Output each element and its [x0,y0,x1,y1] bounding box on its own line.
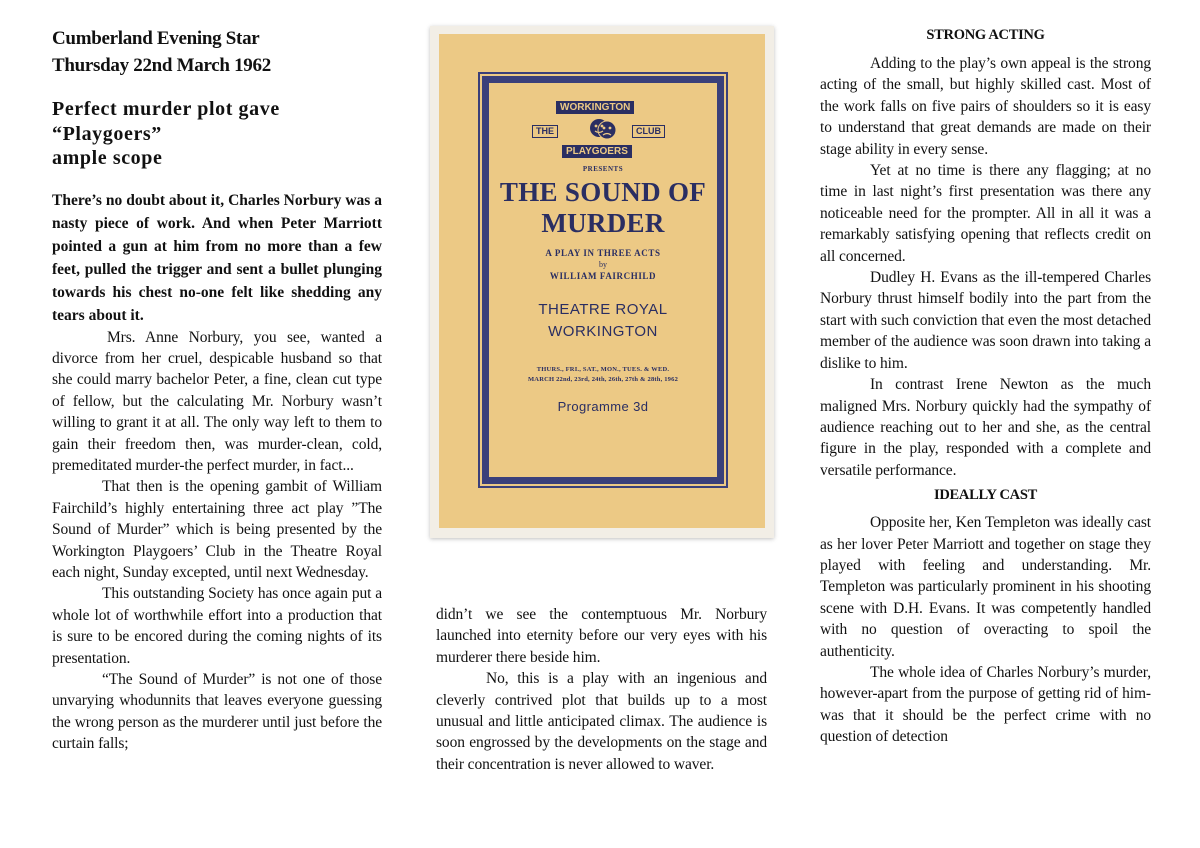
masthead [52,25,382,79]
venue-line-2: WORKINGTON [548,323,658,340]
headline-line-2: “Playgoers” [52,122,162,145]
section-strong-acting-body [820,53,1151,481]
left-column [52,0,382,755]
headline [52,97,382,171]
middle-column [436,604,767,775]
standfirst: There’s no doubt about it, Charles Norbury was a nasty piece of work. And when Peter Marriott pointed a gun at him from no more than a few feet, pulled the trigger and sent a bullet plunging towards his chest no-one felt like shedding any tears about it. [52,191,382,324]
paragraph: Yet at no time is there any flagging; at no time in last night’s first presentation was there any noticeable need for the prompter. All in all it was a remarkably satisfying opening that reflects credit on all concerned. [820,162,1151,265]
programme-content [489,83,717,414]
right-column [820,0,1151,748]
presents-label: PRESENTS [582,165,624,173]
programme-title-line-2: MURDER [541,208,665,238]
club-name-bottom: PLAYGOERS [562,145,632,158]
programme-venue [489,299,717,343]
programme-price: Programme 3d [557,399,649,414]
club-name-left: THE [532,125,558,138]
paragraph: That then is the opening gambit of William Fairchild’s highly entertaining three act play ”The Sound of Murder” which is being presented by the Workington Playgoers’ Club in the Theatre Royal each night, Sunday excepted, until next Wednesday. [52,478,382,581]
paragraph: No, this is a play with an ingenious and cleverly contrived plot that builds up to a most unusual and little anticipated climax. The audience is soon engrossed by the developments on the stage and their concentration is never allowed to waver. [436,670,767,773]
newspaper-name: Cumberland Evening Star [52,28,260,49]
venue-line-1: THEATRE ROYAL [538,301,668,318]
programme-title-line-1: THE SOUND OF [499,177,707,207]
paragraph: didn’t we see the contemptuous Mr. Norbury launched into eternity before our very eyes with his murderer there beside him. [436,606,767,666]
club-logo [528,101,678,161]
paragraph: In contrast Irene Newton as the much maligned Mrs. Norbury quickly had the sympathy of audience reaching out to her and she, as the central figure in the play, responded with a complete and versatile performance. [820,376,1151,479]
paragraph: The whole idea of Charles Norbury’s murder, however-apart from the purpose of getting rid of him-was that it should be the perfect crime with no question of detection [820,663,1151,746]
headline-line-3: ample scope [52,147,163,169]
programme-cover [439,34,765,528]
paragraph: Adding to the play’s own appeal is the strong acting of the small, but highly skilled cast. Most of the work falls on five pairs of shoulders so it is easy to understand that great demands are made on their stage ability in every sense. [820,55,1151,158]
paragraph: Opposite her, Ken Templeton was ideally cast as her lover Peter Marriott and together on stage they played with feeling and understanding. Mr. Templeton was particularly prominent in his shooting scene with D.H. Evans. It was competently handled with no question of overacting to spoil the authenticity. [820,514,1151,660]
publication-date: Thursday 22nd March 1962 [52,55,271,76]
subheading-ideally-cast: IDEALLY CAST [934,487,1037,504]
paragraph: “The Sound of Murder” is not one of those unvarying whodunnits that leaves everyone guessing the wrong person as the murderer until just before the curtain falls; [52,671,382,753]
programme-subtitle: A PLAY IN THREE ACTS [545,248,661,258]
paragraph: Mrs. Anne Norbury, you see, wanted a divorce from her cruel, despicable husband so that she could marry bachelor Peter, a fine, clean cut type of fellow, but the calculating Mr. Norbury wasn’t willing to grant it at all. The only way left to them to gain their freedom then, was murder-clean, cold, premeditated murder-the perfect murder, in fact... [52,328,382,474]
left-article-body [52,327,382,755]
paragraph: Dudley H. Evans as the ill-tempered Charles Norbury thrust himself bodily into the part from the start with such conviction that even the most detached member of the audience was soon drawn into taking a dislike to him. [820,269,1151,372]
headline-line-1: Perfect murder plot gave [52,98,280,120]
programme-author: WILLIAM FAIRCHILD [549,271,657,281]
club-name-right: CLUB [632,125,665,138]
programme-days: THURS., FRI., SAT., MON., TUES. & WED. [536,366,670,373]
section-ideally-cast-body [820,512,1151,747]
programme-photo [430,26,774,538]
theatre-masks-icon [588,114,618,144]
subheading-strong-acting: STRONG ACTING [926,27,1045,43]
middle-article-body [436,604,767,775]
programme-border [482,76,724,484]
club-name-top: WORKINGTON [556,101,634,114]
programme-by: by [599,260,607,269]
programme-title [489,177,717,239]
programme-dates [489,365,717,385]
programme-date-list: MARCH 22nd, 23rd, 24th, 26th, 27th & 28th, 1962 [527,376,679,383]
paragraph: This outstanding Society has once again put a whole lot of worthwhile effort into a production that is sure to be encored during the coming nights of its presentation. [52,585,382,667]
